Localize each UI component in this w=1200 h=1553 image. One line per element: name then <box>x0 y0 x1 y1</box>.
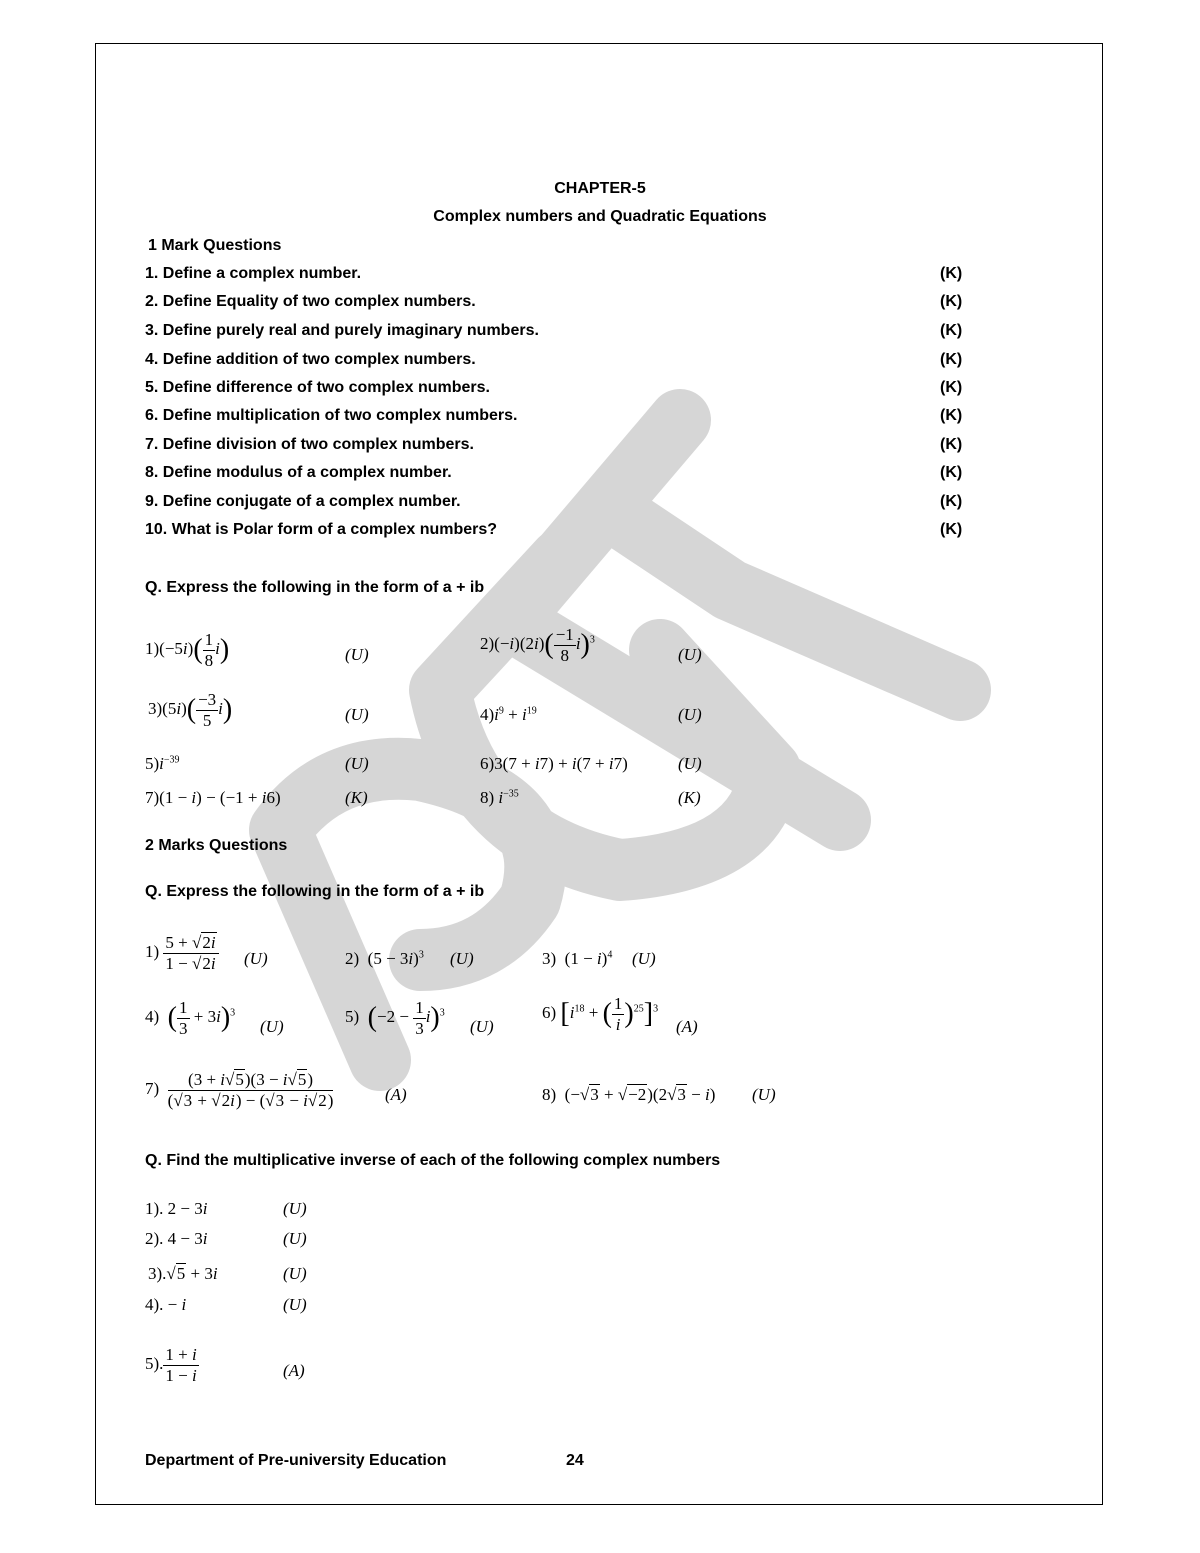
math-tag: (U) <box>450 949 474 968</box>
list-item-tag: (K) <box>940 493 963 510</box>
math-expression: $5)i^{-39}$ <box>145 754 180 773</box>
list-item: 2. Define Equality of two complex numbers. <box>145 293 476 310</box>
chapter-label: CHAPTER-5 <box>554 180 646 197</box>
math-expression: 1) $\frac{5 + √2i}{1 - √2i}$ <box>145 933 219 973</box>
math-expression: 8) $i^{-35}$ <box>480 788 519 807</box>
math-expression: 2)(−i)(2i)( $\frac{-1}{8}$ i)$^3$ <box>480 625 595 665</box>
list-item: 8. Define modulus of a complex number. <box>145 464 452 481</box>
one-mark-heading: 1 Mark Questions <box>148 237 282 254</box>
math-tag: (U) <box>345 705 369 724</box>
math-tag: (U) <box>283 1295 307 1314</box>
list-item-tag: (K) <box>940 521 963 538</box>
math-tag: (U) <box>345 645 369 664</box>
math-tag: (U) <box>752 1085 776 1104</box>
list-item: 5. Define difference of two complex numbers. <box>145 379 490 396</box>
math-tag: (U) <box>632 949 656 968</box>
math-tag: (U) <box>678 645 702 664</box>
math-tag: (U) <box>678 705 702 724</box>
math-expression: 3)(5i)( $\frac{-3}{5}$ i) <box>148 690 233 730</box>
math-expression: 5) (−2 − $\frac{1}{3}$ i)$^3$ <box>345 998 445 1038</box>
list-item: 1. Define a complex number. <box>145 265 362 282</box>
list-item: 3. Define purely real and purely imaginary numbers. <box>145 322 539 339</box>
list-item: 6. Define multiplication of two complex numbers. <box>145 407 518 424</box>
math-tag: (A) <box>283 1361 305 1380</box>
math-expression: 7)(1 − i) − (−1 + i6) <box>145 788 281 807</box>
math-expression: 4). − i <box>145 1295 187 1314</box>
math-expression: 3).√5 + 3i <box>148 1264 218 1283</box>
math-tag: (K) <box>678 788 701 807</box>
math-tag: (U) <box>244 949 268 968</box>
math-expression: 8) (−√3 + √−2)(2√3 − i) <box>542 1085 716 1104</box>
list-item-tag: (K) <box>940 436 963 453</box>
list-item: 7. Define division of two complex numbers. <box>145 436 474 453</box>
footer-department: Department of Pre-university Education <box>145 1452 447 1469</box>
math-expression: 7) $\frac{(3 + i√5)(3 - i√5)}{(√3 + √2i) - (√3 - i√2)}$ <box>145 1070 334 1110</box>
math-expression: 3) $(1 - i)^4$ <box>542 949 613 968</box>
express-heading-1: Q. Express the following in the form of a + ib <box>145 579 485 596</box>
math-tag: (U) <box>283 1199 307 1218</box>
page-number: 24 <box>566 1452 584 1469</box>
math-expression: 2) $(5 - 3i)^3$ <box>345 949 424 968</box>
math-tag: (A) <box>676 1017 698 1036</box>
list-item-tag: (K) <box>940 322 963 339</box>
math-tag: (U) <box>283 1264 307 1283</box>
math-expression: 6)3(7 + i7) + i(7 + i7) <box>480 754 628 773</box>
math-expression: 4) ( $\frac{1}{3}$ + 3i)$^3$ <box>145 998 236 1038</box>
chapter-title: Complex numbers and Quadratic Equations <box>433 208 767 225</box>
list-item: 9. Define conjugate of a complex number. <box>145 493 461 510</box>
math-expression: 1). 2 − 3i <box>145 1199 208 1218</box>
math-tag: (A) <box>385 1085 407 1104</box>
two-mark-heading: 2 Marks Questions <box>145 837 288 854</box>
math-tag: (U) <box>260 1017 284 1036</box>
math-tag: (K) <box>345 788 368 807</box>
list-item-tag: (K) <box>940 351 963 368</box>
math-tag: (U) <box>470 1017 494 1036</box>
math-expression: 5). $\frac{1 + i}{1 - i}$ <box>145 1345 197 1385</box>
list-item: 4. Define addition of two complex numbers. <box>145 351 476 368</box>
inverse-heading: Q. Find the multiplicative inverse of each of the following complex numbers <box>145 1152 721 1169</box>
page-border <box>95 43 1103 1505</box>
express-heading-2: Q. Express the following in the form of a + ib <box>145 883 485 900</box>
math-tag: (U) <box>345 754 369 773</box>
list-item-tag: (K) <box>940 407 963 424</box>
list-item-tag: (K) <box>940 265 963 282</box>
list-item-tag: (K) <box>940 464 963 481</box>
math-expression: $4)i^9 + i^{19}$ <box>480 705 537 724</box>
math-expression: 2). 4 − 3i <box>145 1229 208 1248</box>
list-item-tag: (K) <box>940 293 963 310</box>
list-item-tag: (K) <box>940 379 963 396</box>
math-tag: (U) <box>678 754 702 773</box>
math-expression: 6) [$i^{18}$ + ( $\frac{1}{i}$ )$^{25}$]$^3$ <box>542 994 659 1034</box>
math-expression: 1)(−5i)( $\frac{1}{8}$ i) <box>145 630 230 670</box>
math-tag: (U) <box>283 1229 307 1248</box>
list-item: 10. What is Polar form of a complex numbers? <box>145 521 498 538</box>
